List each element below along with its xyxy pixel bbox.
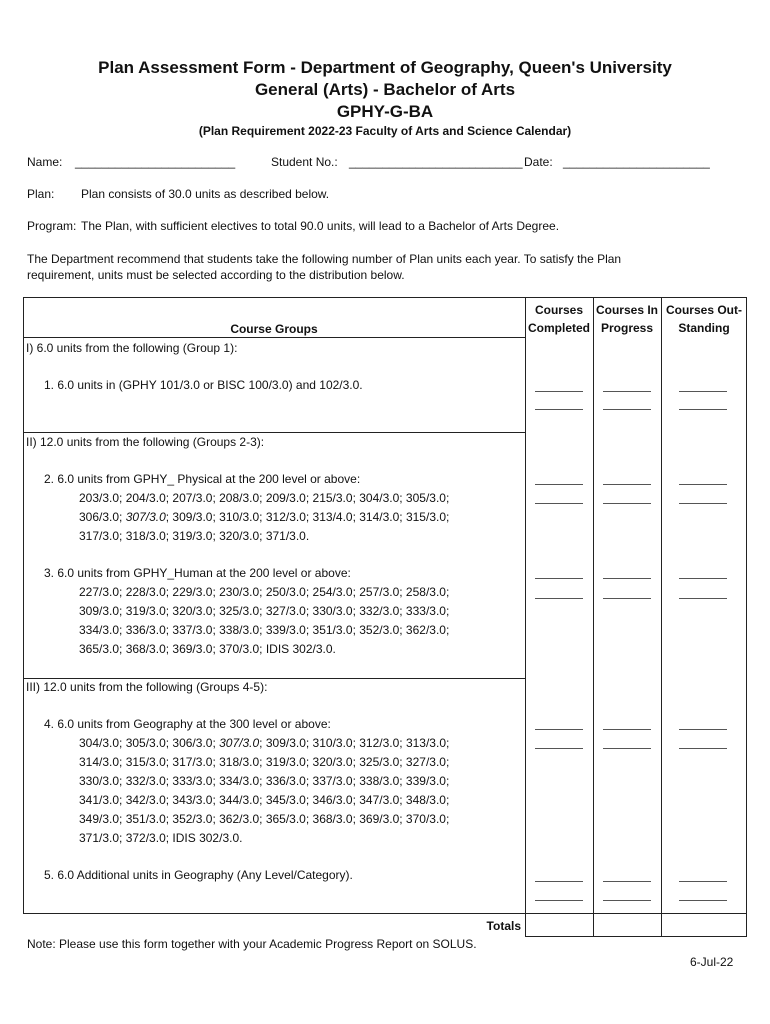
requirement-2: 2. 6.0 units from GPHY_ Physical at the 200 level or above: bbox=[44, 472, 361, 486]
recommendation-text: The Department recommend that students take the following number of Plan units each year. To satisfy the Plan requirement, units must be selected according to the distribution below. bbox=[27, 252, 622, 282]
totals-frame bbox=[525, 297, 747, 937]
in-progress-blank[interactable] bbox=[603, 729, 651, 730]
in-progress-blank[interactable] bbox=[603, 484, 651, 485]
requirement-4-courses: 330/3.0; 332/3.0; 333/3.0; 334/3.0; 336/3.0; 337/3.0; 338/3.0; 339/3.0; bbox=[79, 774, 450, 788]
requirement-4-courses: 314/3.0; 315/3.0; 317/3.0; 318/3.0; 319/3.0; 320/3.0; 325/3.0; 327/3.0; bbox=[79, 755, 450, 769]
group-1-heading: I) 6.0 units from the following (Group 1): bbox=[26, 341, 238, 355]
requirement-3: 3. 6.0 units from GPHY_Human at the 200 level or above: bbox=[44, 566, 351, 580]
revision-date: 6-Jul-22 bbox=[690, 955, 734, 969]
program-label: Program: bbox=[27, 219, 77, 233]
completed-blank[interactable] bbox=[535, 729, 583, 730]
completed-blank[interactable] bbox=[535, 900, 583, 901]
course-list-text: 306/3.0; bbox=[79, 510, 123, 524]
outstanding-blank[interactable] bbox=[679, 881, 727, 882]
outstanding-blank[interactable] bbox=[679, 729, 727, 730]
completed-blank[interactable] bbox=[535, 598, 583, 599]
italic-course: 307/3.0 bbox=[125, 510, 166, 524]
requirement-4: 4. 6.0 units from Geography at the 300 level or above: bbox=[44, 717, 331, 731]
in-progress-header: Courses In bbox=[595, 303, 658, 317]
plan-code: GPHY-G-BA bbox=[336, 102, 434, 121]
italic-course: 307/3.0 bbox=[219, 736, 260, 750]
outstanding-blank[interactable] bbox=[679, 503, 727, 504]
group-3-heading: III) 12.0 units from the following (Groups 4-5): bbox=[26, 680, 268, 694]
requirement-2-courses bbox=[79, 508, 449, 527]
requirement-2-courses: 203/3.0; 204/3.0; 207/3.0; 208/3.0; 209/3.0; 215/3.0; 304/3.0; 305/3.0; bbox=[79, 491, 450, 505]
completed-blank[interactable] bbox=[535, 409, 583, 410]
requirement-4-courses: 341/3.0; 342/3.0; 343/3.0; 344/3.0; 345/3.0; 346/3.0; 347/3.0; 348/3.0; bbox=[79, 793, 450, 807]
completed-blank[interactable] bbox=[535, 578, 583, 579]
in-progress-blank[interactable] bbox=[603, 503, 651, 504]
requirement-3-courses: 334/3.0; 336/3.0; 337/3.0; 338/3.0; 339/3.0; 351/3.0; 352/3.0; 362/3.0; bbox=[79, 623, 450, 637]
completed-blank[interactable] bbox=[535, 881, 583, 882]
completed-blank[interactable] bbox=[535, 503, 583, 504]
completed-header: Courses bbox=[534, 303, 584, 317]
in-progress-blank[interactable] bbox=[603, 391, 651, 392]
completed-header-2: Completed bbox=[527, 321, 590, 335]
requirement-4-courses: 371/3.0; 372/3.0; IDIS 302/3.0. bbox=[79, 831, 243, 845]
completed-blank[interactable] bbox=[535, 391, 583, 392]
course-list-text: ; 309/3.0; 310/3.0; 312/3.0; 313/4.0; 314/3.0; 315/3.0; bbox=[165, 510, 450, 524]
degree-title: General (Arts) - Bachelor of Arts bbox=[254, 80, 516, 99]
program-text: The Plan, with sufficient electives to total 90.0 units, will lead to a Bachelor of Arts Degree. bbox=[81, 219, 560, 233]
totals-label: Totals bbox=[486, 919, 521, 933]
student-no-field[interactable]: __________________________ bbox=[349, 155, 523, 169]
requirement-3-courses: 309/3.0; 319/3.0; 320/3.0; 325/3.0; 327/3.0; 330/3.0; 332/3.0; 333/3.0; bbox=[79, 604, 450, 618]
requirement-4-courses bbox=[79, 734, 449, 753]
name-label: Name: bbox=[27, 155, 63, 169]
completed-blank[interactable] bbox=[535, 748, 583, 749]
form-title: Plan Assessment Form - Department of Geography, Queen's University bbox=[98, 58, 672, 77]
outstanding-header: Courses Out- bbox=[665, 303, 742, 317]
requirement-3-courses: 227/3.0; 228/3.0; 229/3.0; 230/3.0; 250/3.0; 254/3.0; 257/3.0; 258/3.0; bbox=[79, 585, 450, 599]
plan-label: Plan: bbox=[27, 187, 55, 201]
plan-text: Plan consists of 30.0 units as described below. bbox=[81, 187, 330, 201]
date-label: Date: bbox=[524, 155, 553, 169]
in-progress-header-2: Progress bbox=[600, 321, 654, 335]
outstanding-blank[interactable] bbox=[679, 578, 727, 579]
outstanding-blank[interactable] bbox=[679, 409, 727, 410]
footer-note: Note: Please use this form together with your Academic Progress Report on SOLUS. bbox=[27, 937, 477, 951]
in-progress-blank[interactable] bbox=[603, 409, 651, 410]
course-list-text: ; 309/3.0; 310/3.0; 312/3.0; 313/3.0; bbox=[259, 736, 450, 750]
outstanding-blank[interactable] bbox=[679, 748, 727, 749]
course-groups-table bbox=[23, 297, 747, 937]
in-progress-blank[interactable] bbox=[603, 578, 651, 579]
name-field[interactable]: ________________________ bbox=[75, 155, 236, 169]
outstanding-blank[interactable] bbox=[679, 484, 727, 485]
requirement-1: 1. 6.0 units in (GPHY 101/3.0 or BISC 100/3.0) and 102/3.0. bbox=[44, 378, 363, 392]
outstanding-header-2: Standing bbox=[678, 321, 730, 335]
course-groups-header: Course Groups bbox=[230, 322, 318, 336]
outstanding-blank[interactable] bbox=[679, 900, 727, 901]
in-progress-blank[interactable] bbox=[603, 881, 651, 882]
outstanding-blank[interactable] bbox=[679, 598, 727, 599]
course-list-text: 304/3.0; 305/3.0; 306/3.0; bbox=[79, 736, 216, 750]
in-progress-blank[interactable] bbox=[603, 598, 651, 599]
completed-blank[interactable] bbox=[535, 484, 583, 485]
calendar-subtitle: (Plan Requirement 2022-23 Faculty of Arts and Science Calendar) bbox=[198, 124, 572, 138]
requirement-4-courses: 349/3.0; 351/3.0; 352/3.0; 362/3.0; 365/3.0; 368/3.0; 369/3.0; 370/3.0; bbox=[79, 812, 450, 826]
requirement-5: 5. 6.0 Additional units in Geography (Any Level/Category). bbox=[44, 868, 353, 882]
requirement-3-courses: 365/3.0; 368/3.0; 369/3.0; 370/3.0; IDIS 302/3.0. bbox=[79, 642, 336, 656]
in-progress-blank[interactable] bbox=[603, 748, 651, 749]
group-2-heading: II) 12.0 units from the following (Groups 2-3): bbox=[26, 435, 265, 449]
in-progress-blank[interactable] bbox=[603, 900, 651, 901]
student-no-label: Student No.: bbox=[271, 155, 338, 169]
outstanding-blank[interactable] bbox=[679, 391, 727, 392]
requirement-2-courses: 317/3.0; 318/3.0; 319/3.0; 320/3.0; 371/3.0. bbox=[79, 529, 310, 543]
date-field[interactable]: ______________________ bbox=[563, 155, 710, 169]
